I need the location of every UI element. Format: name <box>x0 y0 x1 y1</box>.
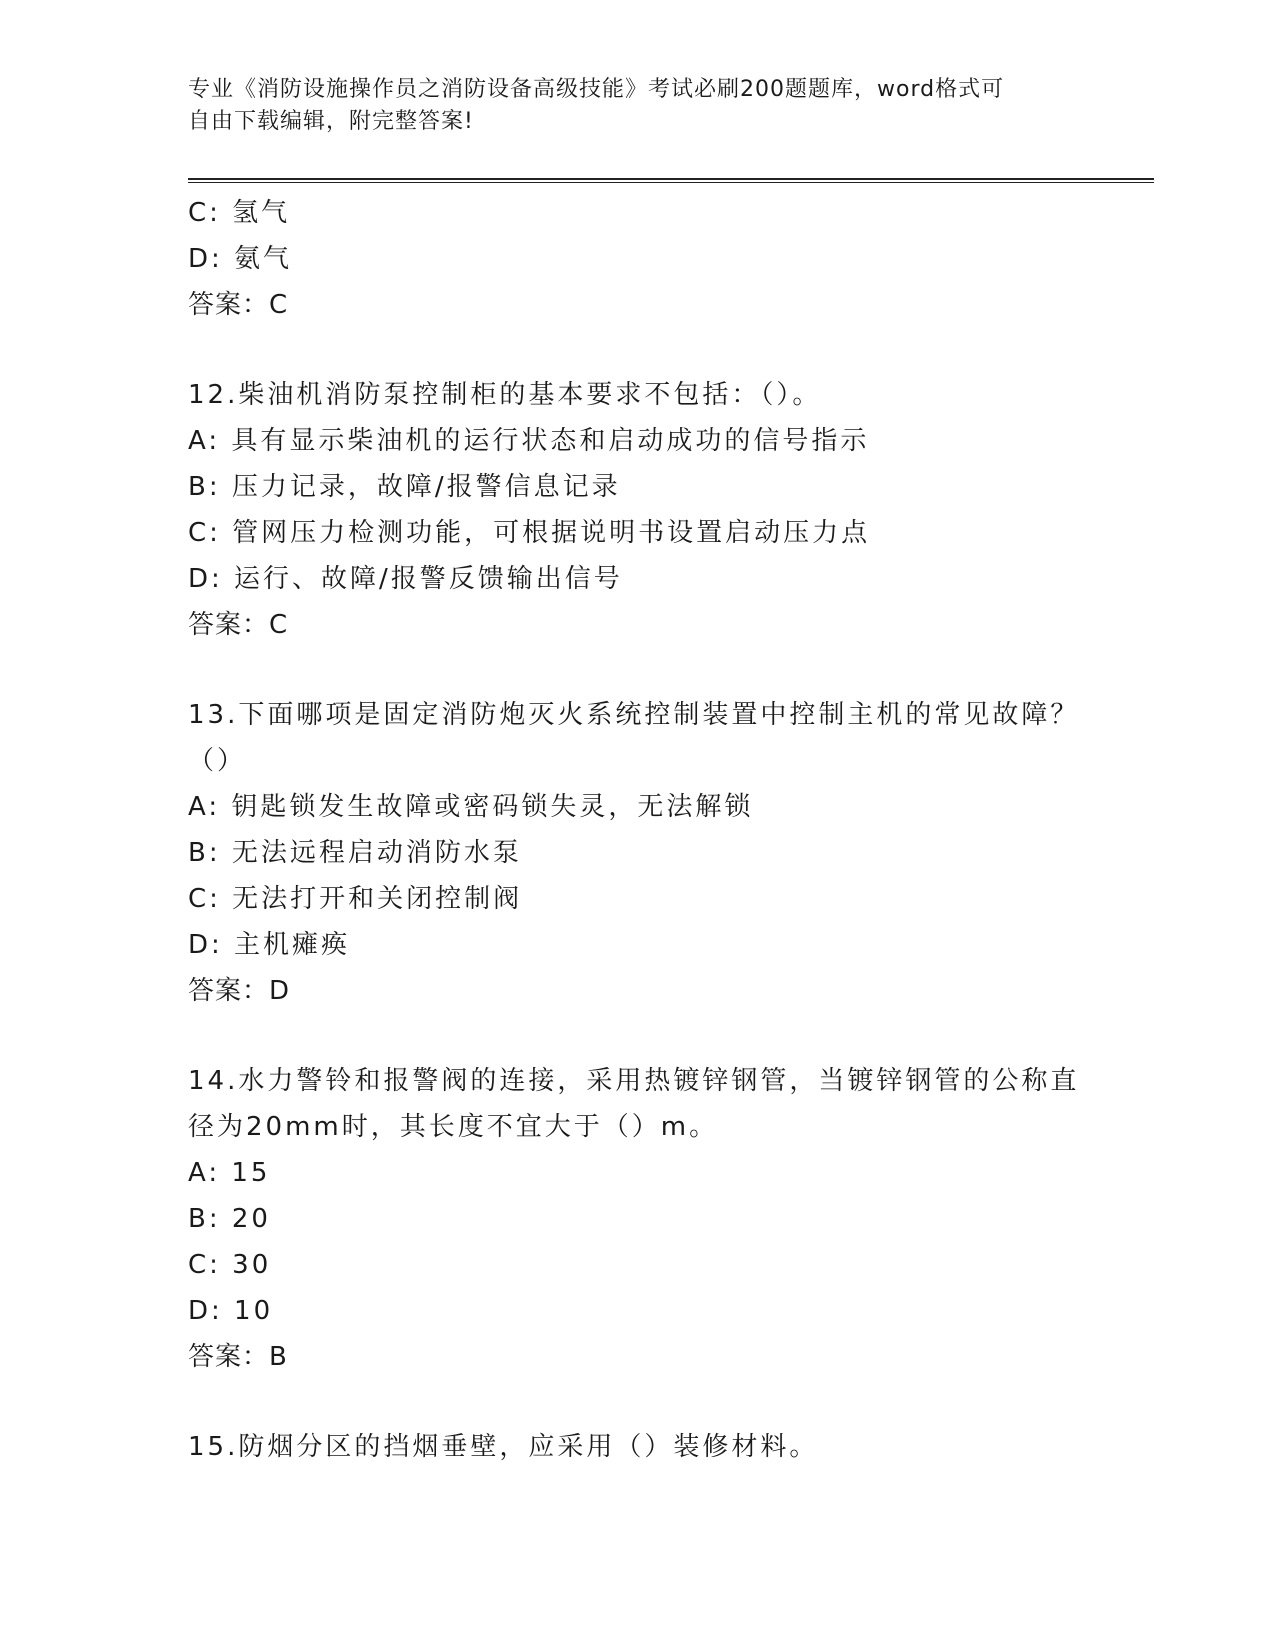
header-divider-thick <box>188 178 1154 180</box>
document-header <box>188 74 1088 138</box>
answer-line: 答案：C <box>188 290 289 320</box>
question-13 <box>188 692 1088 1014</box>
header-title-line-1: 专业《消防设施操作员之消防设备高级技能》考试必刷200题题库，word格式可 <box>188 77 1005 102</box>
spacer <box>188 648 1088 692</box>
question-text-line-1: 13.下面哪项是固定消防炮灭火系统控制装置中控制主机的常见故障？ <box>188 700 1080 730</box>
question-text-line-2: （） <box>188 746 247 776</box>
question-text-line-2: 径为20mm时，其长度不宜大于（）m。 <box>188 1112 719 1142</box>
option-b: B: 压力记录，故障/报警信息记录 <box>188 472 621 502</box>
option-b: B: 无法远程启动消防水泵 <box>188 838 522 868</box>
answer-line: 答案：C <box>188 610 289 640</box>
spacer <box>188 1380 1088 1424</box>
option-c: C: 无法打开和关闭控制阀 <box>188 884 523 914</box>
spacer <box>188 328 1088 372</box>
option-a: A: 钥匙锁发生故障或密码锁失灵，无法解锁 <box>188 792 754 822</box>
option-a: A: 15 <box>188 1158 271 1188</box>
question-text: 12.柴油机消防泵控制柜的基本要求不包括：（）。 <box>188 380 822 410</box>
question-15 <box>188 1424 1088 1470</box>
option-c: C: 管网压力检测功能，可根据说明书设置启动压力点 <box>188 518 871 548</box>
document-content <box>188 190 1088 1470</box>
question-text: 15.防烟分区的挡烟垂壁，应采用（）装修材料。 <box>188 1432 819 1462</box>
option-d: D: 10 <box>188 1296 274 1326</box>
option-d: D: 氨气 <box>188 244 293 274</box>
option-d: D: 运行、故障/报警反馈输出信号 <box>188 564 623 594</box>
header-title-line-2: 自由下载编辑，附完整答案! <box>188 109 474 134</box>
option-c: C: 氢气 <box>188 198 291 228</box>
question-11-tail <box>188 190 1088 328</box>
question-14 <box>188 1058 1088 1380</box>
option-a: A: 具有显示柴油机的运行状态和启动成功的信号指示 <box>188 426 870 456</box>
answer-line: 答案：B <box>188 1342 288 1372</box>
option-c: C: 30 <box>188 1250 272 1280</box>
spacer <box>188 1014 1088 1058</box>
question-12 <box>188 372 1088 648</box>
question-text-line-1: 14.水力警铃和报警阀的连接，采用热镀锌钢管，当镀锌钢管的公称直 <box>188 1066 1080 1096</box>
option-d: D: 主机瘫痪 <box>188 930 351 960</box>
header-divider-thin <box>188 182 1154 183</box>
option-b: B: 20 <box>188 1204 271 1234</box>
answer-line: 答案：D <box>188 976 291 1006</box>
